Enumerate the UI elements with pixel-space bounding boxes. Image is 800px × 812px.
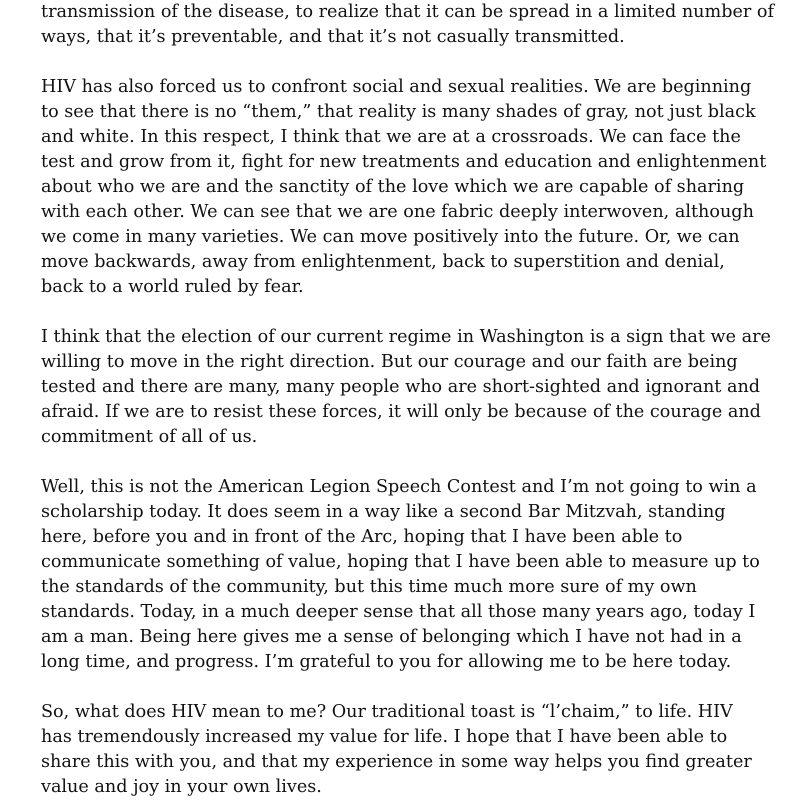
paragraph-gap — [41, 450, 781, 475]
text-line: we come in many varieties. We can move positively into the future. Or, we can — [41, 227, 740, 247]
paragraph-2 — [41, 75, 781, 300]
text-line: transmission of the disease, to realize that it can be spread in a limited number of — [41, 2, 774, 22]
paragraph-1 — [41, 0, 781, 50]
document-body — [41, 0, 781, 800]
text-line: and white. In this respect, I think that we are at a crossroads. We can face the — [41, 127, 741, 147]
text-line: about who we are and the sanctity of the love which we are capable of sharing — [41, 177, 745, 197]
text-line: with each other. We can see that we are one fabric deeply interwoven, although — [41, 202, 754, 222]
text-line: share this with you, and that my experience in some way helps you find greater — [41, 752, 752, 772]
paragraph-gap — [41, 300, 781, 325]
text-line: back to a world ruled by fear. — [41, 277, 304, 297]
text-line: test and grow from it, fight for new treatments and education and enlightenment — [41, 152, 767, 172]
text-line: willing to move in the right direction. But our courage and our faith are being — [41, 352, 738, 372]
paragraph-4 — [41, 475, 781, 675]
text-line: standards. Today, in a much deeper sense that all those many years ago, today I — [41, 602, 756, 622]
text-line: communicate something of value, hoping that I have been able to measure up to — [41, 552, 760, 572]
text-line: move backwards, away from enlightenment, back to superstition and denial, — [41, 252, 725, 272]
text-line: here, before you and in front of the Arc, hoping that I have been able to — [41, 527, 683, 547]
paragraph-5 — [41, 700, 781, 800]
text-line: So, what does HIV mean to me? Our traditional toast is “l’chaim,” to life. HIV — [41, 702, 733, 722]
paragraph-3 — [41, 325, 781, 450]
paragraph-gap — [41, 50, 781, 75]
text-line: I think that the election of our current regime in Washington is a sign that we are — [41, 327, 771, 347]
paragraph-gap — [41, 675, 781, 700]
text-line: Well, this is not the American Legion Speech Contest and I’m not going to win a — [41, 477, 757, 497]
text-line: am a man. Being here gives me a sense of belonging which I have not had in a — [41, 627, 742, 647]
text-line: ways, that it’s preventable, and that it’s not casually transmitted. — [41, 27, 625, 47]
text-line: long time, and progress. I’m grateful to you for allowing me to be here today. — [41, 652, 732, 672]
text-line: HIV has also forced us to confront social and sexual realities. We are beginning — [41, 77, 752, 97]
text-line: afraid. If we are to resist these forces, it will only be because of the courage and — [41, 402, 761, 422]
text-line: scholarship today. It does seem in a way like a second Bar Mitzvah, standing — [41, 502, 726, 522]
text-line: commitment of all of us. — [41, 427, 258, 447]
text-line: value and joy in your own lives. — [41, 777, 322, 797]
text-line: tested and there are many, many people who are short-sighted and ignorant and — [41, 377, 761, 397]
text-line: to see that there is no “them,” that reality is many shades of gray, not just black — [41, 102, 756, 122]
text-line: has tremendously increased my value for life. I hope that I have been able to — [41, 727, 728, 747]
text-line: the standards of the community, but this time much more sure of my own — [41, 577, 697, 597]
